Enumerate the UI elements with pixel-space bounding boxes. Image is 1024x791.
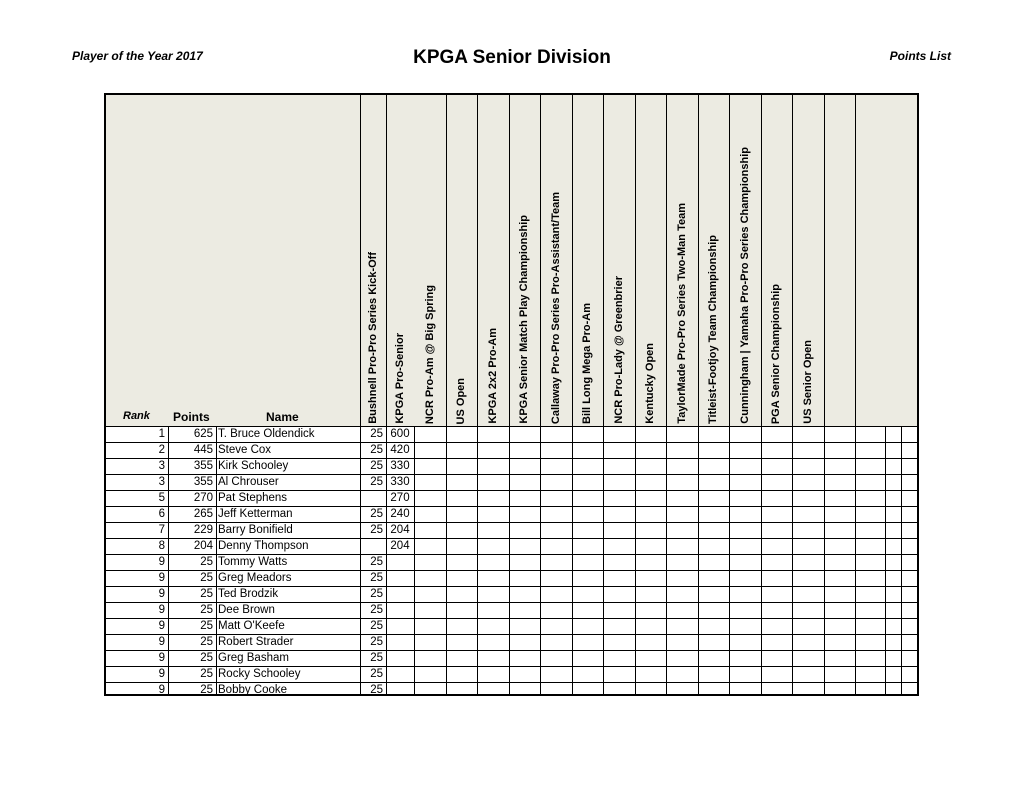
grid-line bbox=[901, 426, 902, 696]
grid-line bbox=[698, 426, 699, 696]
points-table bbox=[104, 93, 919, 696]
grid-line bbox=[885, 426, 886, 696]
grid-line bbox=[666, 426, 667, 696]
rank-cell: 9 bbox=[158, 572, 165, 584]
event-header: KPGA 2x2 Pro-Am bbox=[487, 328, 499, 424]
points-cell: 25 bbox=[200, 652, 213, 664]
points-cell: 355 bbox=[193, 460, 213, 472]
event-points-cell bbox=[386, 635, 414, 651]
points-cell: 25 bbox=[200, 620, 213, 632]
rank-cell: 9 bbox=[158, 668, 165, 680]
name-cell: Matt O'Keefe bbox=[218, 620, 285, 632]
event-header: US Senior Open bbox=[802, 340, 814, 424]
name-cell: Robert Strader bbox=[218, 636, 294, 648]
grid-line bbox=[635, 95, 636, 426]
event-header: NCR Pro-Am @ Big Spring bbox=[424, 284, 436, 424]
event-points-cell: 25 bbox=[370, 684, 383, 696]
event-points-cell: 25 bbox=[370, 476, 383, 488]
event-points-cell: 330 bbox=[390, 476, 410, 488]
points-cell: 445 bbox=[193, 444, 213, 456]
grid-line bbox=[824, 95, 825, 426]
grid-line bbox=[603, 95, 604, 426]
name-cell: Bobby Cooke bbox=[218, 684, 288, 696]
name-cell: Pat Stephens bbox=[218, 492, 288, 504]
name-cell: T. Bruce Oldendick bbox=[218, 428, 315, 440]
grid-line bbox=[509, 95, 510, 426]
event-points-cell: 25 bbox=[370, 572, 383, 584]
event-points-cell bbox=[386, 587, 414, 603]
grid-line bbox=[761, 426, 762, 696]
grid-line bbox=[824, 426, 825, 696]
rank-cell: 8 bbox=[158, 540, 165, 552]
points-cell: 270 bbox=[193, 492, 213, 504]
event-header: NCR Pro-Lady @ Greenbrier bbox=[613, 276, 625, 424]
name-cell: Tommy Watts bbox=[218, 556, 288, 568]
name-cell: Steve Cox bbox=[218, 444, 272, 456]
event-points-cell: 25 bbox=[370, 620, 383, 632]
event-points-cell bbox=[386, 555, 414, 571]
points-cell: 625 bbox=[193, 428, 213, 440]
rank-cell: 6 bbox=[158, 508, 165, 520]
grid-line bbox=[603, 426, 604, 696]
points-cell: 25 bbox=[200, 636, 213, 648]
event-points-cell: 330 bbox=[390, 460, 410, 472]
event-points-cell bbox=[386, 667, 414, 683]
rank-cell: 9 bbox=[158, 636, 165, 648]
points-cell: 25 bbox=[200, 588, 213, 600]
rank-cell: 9 bbox=[158, 604, 165, 616]
grid-line bbox=[855, 95, 856, 426]
event-points-cell bbox=[360, 491, 386, 507]
event-points-cell: 420 bbox=[390, 444, 410, 456]
page-title: KPGA Senior Division bbox=[413, 47, 611, 68]
grid-line bbox=[761, 95, 762, 426]
name-cell: Greg Basham bbox=[218, 652, 289, 664]
grid-line bbox=[698, 95, 699, 426]
rank-cell: 3 bbox=[158, 460, 165, 472]
event-points-cell: 25 bbox=[370, 652, 383, 664]
event-header: Kentucky Open bbox=[644, 343, 656, 424]
event-header: Titleist-Footjoy Team Championship bbox=[707, 234, 719, 424]
points-cell: 204 bbox=[193, 540, 213, 552]
grid-line bbox=[540, 426, 541, 696]
grid-line bbox=[792, 426, 793, 696]
grid-line bbox=[729, 95, 730, 426]
event-header: PGA Senior Championship bbox=[770, 283, 782, 424]
event-points-cell: 204 bbox=[390, 540, 410, 552]
event-header: US Open bbox=[455, 377, 467, 424]
grid-line bbox=[477, 426, 478, 696]
rank-cell: 9 bbox=[158, 588, 165, 600]
event-header: TaylorMade Pro-Pro Series Two-Man Team bbox=[676, 203, 688, 424]
table-body bbox=[106, 426, 917, 696]
event-header: Callaway Pro-Pro Series Pro-Assistant/Team bbox=[550, 191, 562, 424]
event-points-cell bbox=[386, 683, 414, 696]
event-header: Bushnell Pro-Pro Series Kick-Off bbox=[367, 252, 379, 424]
event-points-cell: 25 bbox=[370, 636, 383, 648]
event-points-cell: 25 bbox=[370, 444, 383, 456]
event-column-headers bbox=[106, 95, 917, 426]
points-cell: 355 bbox=[193, 476, 213, 488]
event-points-cell bbox=[360, 539, 386, 555]
event-header: KPGA Pro-Senior bbox=[394, 333, 406, 424]
grid-line bbox=[792, 95, 793, 426]
rank-cell: 9 bbox=[158, 556, 165, 568]
grid-line bbox=[635, 426, 636, 696]
grid-line bbox=[540, 95, 541, 426]
rank-cell: 9 bbox=[158, 684, 165, 696]
event-points-cell: 25 bbox=[370, 428, 383, 440]
points-cell: 25 bbox=[200, 556, 213, 568]
rank-cell: 9 bbox=[158, 620, 165, 632]
points-cell: 25 bbox=[200, 604, 213, 616]
event-points-cell: 25 bbox=[370, 524, 383, 536]
rank-cell: 2 bbox=[158, 444, 165, 456]
grid-line bbox=[477, 95, 478, 426]
name-cell: Kirk Schooley bbox=[218, 460, 289, 472]
grid-line bbox=[446, 95, 447, 426]
event-points-cell: 25 bbox=[370, 508, 383, 520]
name-cell: Rocky Schooley bbox=[218, 668, 301, 680]
event-points-cell: 25 bbox=[370, 556, 383, 568]
grid-line bbox=[855, 426, 856, 696]
event-points-cell: 25 bbox=[370, 668, 383, 680]
points-cell: 25 bbox=[200, 572, 213, 584]
rank-cell: 7 bbox=[158, 524, 165, 536]
event-points-cell: 25 bbox=[370, 604, 383, 616]
event-points-cell bbox=[386, 603, 414, 619]
event-points-cell: 25 bbox=[370, 460, 383, 472]
event-points-cell: 600 bbox=[390, 428, 410, 440]
grid-line bbox=[572, 426, 573, 696]
grid-line bbox=[360, 95, 361, 426]
grid-line bbox=[414, 426, 415, 696]
rank-cell: 9 bbox=[158, 652, 165, 664]
rank-header: Rank bbox=[123, 410, 150, 422]
event-points-cell: 25 bbox=[370, 588, 383, 600]
grid-line bbox=[446, 426, 447, 696]
points-cell: 229 bbox=[193, 524, 213, 536]
header-right: Points List bbox=[889, 49, 951, 63]
name-cell: Jeff Ketterman bbox=[218, 508, 293, 520]
event-points-cell bbox=[386, 651, 414, 667]
event-points-cell: 204 bbox=[390, 524, 410, 536]
header-left: Player of the Year 2017 bbox=[72, 49, 203, 63]
rank-cell: 5 bbox=[158, 492, 165, 504]
grid-line bbox=[729, 426, 730, 696]
event-points-cell bbox=[386, 571, 414, 587]
rank-cell: 3 bbox=[158, 476, 165, 488]
event-points-cell: 270 bbox=[390, 492, 410, 504]
name-cell: Dee Brown bbox=[218, 604, 275, 616]
grid-line bbox=[386, 95, 387, 426]
points-cell: 25 bbox=[200, 684, 213, 696]
event-header: Bill Long Mega Pro-Am bbox=[581, 303, 593, 424]
grid-line bbox=[572, 95, 573, 426]
event-header: Cunningham | Yamaha Pro-Pro Series Championship bbox=[739, 147, 751, 424]
points-cell: 25 bbox=[200, 668, 213, 680]
name-cell: Denny Thompson bbox=[218, 540, 309, 552]
name-cell: Al Chrouser bbox=[218, 476, 279, 488]
event-points-cell: 240 bbox=[390, 508, 410, 520]
event-header: KPGA Senior Match Play Championship bbox=[518, 215, 530, 424]
grid-line bbox=[666, 95, 667, 426]
name-cell: Barry Bonifield bbox=[218, 524, 293, 536]
event-points-cell bbox=[386, 619, 414, 635]
rank-cell: 1 bbox=[158, 428, 165, 440]
name-cell: Ted Brodzik bbox=[218, 588, 279, 600]
points-cell: 265 bbox=[193, 508, 213, 520]
points-header: Points bbox=[173, 410, 210, 424]
name-cell: Greg Meadors bbox=[218, 572, 292, 584]
name-header: Name bbox=[266, 410, 299, 424]
grid-line bbox=[509, 426, 510, 696]
